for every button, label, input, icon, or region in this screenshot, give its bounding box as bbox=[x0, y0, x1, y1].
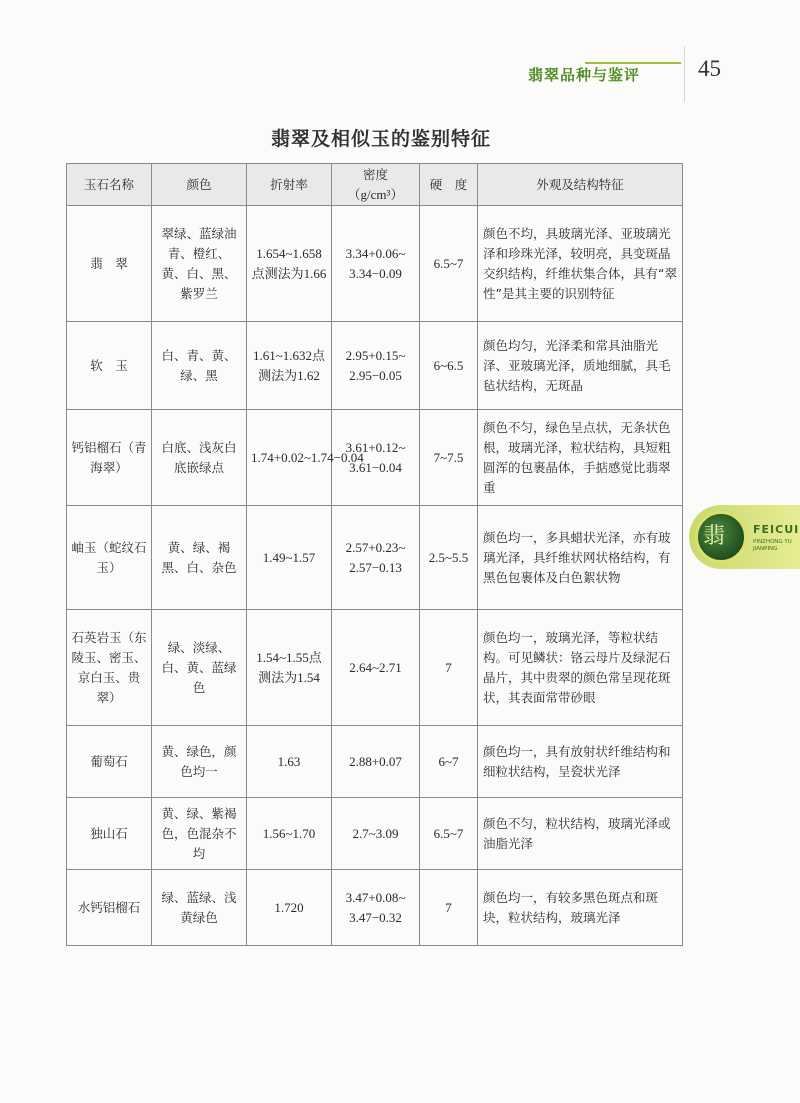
cell-hardness: 6.5~7 bbox=[420, 798, 478, 870]
cell-features: 颜色均一，有较多黑色斑点和斑块，粒状结构，玻璃光泽 bbox=[478, 870, 683, 946]
table-header-row bbox=[67, 164, 683, 206]
col-header-features: 外观及结构特征 bbox=[478, 164, 683, 206]
cell-color: 黄、绿色，颜色均一 bbox=[152, 726, 247, 798]
cell-hardness: 6.5~7 bbox=[420, 206, 478, 322]
density-line-2: 2.95−0.05 bbox=[349, 367, 402, 383]
cell-density bbox=[332, 610, 420, 726]
cell-density bbox=[332, 322, 420, 410]
cell-ri: 1.720 bbox=[247, 870, 332, 946]
density-line-1: 2.95+0.15~ bbox=[345, 347, 406, 363]
table-title: 翡翠及相似玉的鉴别特征 bbox=[270, 128, 491, 150]
cell-ri: 1.54~1.55点测法为1.54 bbox=[247, 610, 332, 726]
cell-features: 颜色不匀，绿色呈点状，无条状色根，玻璃光泽，粒状结构，具短粗圆浑的包裹晶体，手掂感觉比翡翠重 bbox=[478, 410, 683, 506]
page-number: 45 bbox=[698, 56, 721, 81]
col-header-ri: 折射率 bbox=[247, 164, 332, 206]
table-row bbox=[67, 410, 683, 506]
col-header-density-label: 密度 bbox=[362, 166, 388, 182]
header-divider bbox=[684, 46, 685, 102]
identification-table bbox=[66, 163, 683, 946]
density-line-1: 2.57+0.23~ bbox=[345, 539, 406, 555]
cell-name: 软 玉 bbox=[67, 322, 152, 410]
cell-color: 白底、浅灰白底嵌绿点 bbox=[152, 410, 247, 506]
cell-features: 颜色均一，具有放射状纤维结构和细粒状结构，呈瓷状光泽 bbox=[478, 726, 683, 798]
density-line-2: 3.47−0.32 bbox=[349, 909, 402, 925]
cell-ri: 1.63 bbox=[247, 726, 332, 798]
chapter-badge bbox=[689, 505, 800, 569]
cell-ri: 1.654~1.658点测法为1.66 bbox=[247, 206, 332, 322]
table-row bbox=[67, 798, 683, 870]
cell-color: 翠绿、蓝绿油青、橙红、黄、白、黑、紫罗兰 bbox=[152, 206, 247, 322]
badge-subtitle: PINZHONG YU JIANPING bbox=[753, 539, 792, 552]
cell-ri: 1.74+0.02~1.74−0.04 bbox=[247, 410, 332, 506]
cell-density bbox=[332, 206, 420, 322]
table-row bbox=[67, 506, 683, 610]
density-line-1: 2.7~3.09 bbox=[352, 825, 399, 841]
cell-name: 岫玉（蛇纹石玉） bbox=[67, 506, 152, 610]
cell-color: 绿、淡绿、白、黄、蓝绿色 bbox=[152, 610, 247, 726]
density-line-2: 3.34−0.09 bbox=[349, 265, 402, 281]
badge-char: 翡 bbox=[703, 524, 726, 549]
cell-features: 颜色均一，多具蜡状光泽，亦有玻璃光泽，具纤维状网状格结构，有黑色包裹体及白色絮状物 bbox=[478, 506, 683, 610]
table-row bbox=[67, 726, 683, 798]
table-row bbox=[67, 610, 683, 726]
density-line-1: 2.64~2.71 bbox=[349, 659, 402, 675]
cell-hardness: 7~7.5 bbox=[420, 410, 478, 506]
col-header-color: 颜色 bbox=[152, 164, 247, 206]
badge-title: FEICUI bbox=[753, 523, 800, 536]
density-line-1: 3.34+0.06~ bbox=[345, 245, 406, 261]
cell-hardness: 7 bbox=[420, 870, 478, 946]
density-line-2: 2.57−0.13 bbox=[349, 559, 402, 575]
cell-hardness: 7 bbox=[420, 610, 478, 726]
table-row bbox=[67, 870, 683, 946]
cell-hardness: 2.5~5.5 bbox=[420, 506, 478, 610]
cell-ri: 1.56~1.70 bbox=[247, 798, 332, 870]
cell-color: 绿、蓝绿、浅黄绿色 bbox=[152, 870, 247, 946]
cell-hardness: 6~7 bbox=[420, 726, 478, 798]
cell-name: 水钙铝榴石 bbox=[67, 870, 152, 946]
col-header-density-unit: （g/cm³） bbox=[347, 186, 404, 202]
table-row bbox=[67, 322, 683, 410]
table-row bbox=[67, 206, 683, 322]
cell-name: 钙铝榴石（青海翠） bbox=[67, 410, 152, 506]
cell-hardness: 6~6.5 bbox=[420, 322, 478, 410]
cell-features: 颜色不匀，粒状结构，玻璃光泽或油脂光泽 bbox=[478, 798, 683, 870]
section-title: 翡翠品种与鉴评 bbox=[528, 66, 641, 84]
cell-features: 颜色均匀，光泽柔和常具油脂光泽、亚玻璃光泽，质地细腻，具毛毡状结构，无斑晶 bbox=[478, 322, 683, 410]
cell-name: 石英岩玉（东陵玉、密玉、京白玉、贵翠） bbox=[67, 610, 152, 726]
cell-color: 白、青、黄、绿、黑 bbox=[152, 322, 247, 410]
cell-name: 翡 翠 bbox=[67, 206, 152, 322]
cell-density bbox=[332, 798, 420, 870]
cell-features: 颜色不均，具玻璃光泽、亚玻璃光泽和珍珠光泽，较明亮，具变斑晶交织结构，纤维状集合体，具有“翠性”是其主要的识别特征 bbox=[478, 206, 683, 322]
cell-density bbox=[332, 506, 420, 610]
density-line-1: 3.47+0.08~ bbox=[345, 889, 406, 905]
cell-color: 黄、绿、褐黑、白、杂色 bbox=[152, 506, 247, 610]
cell-color: 黄、绿、紫褐色，色混杂不均 bbox=[152, 798, 247, 870]
cell-features: 颜色均一，玻璃光泽，等粒状结构。可见鳞状：铬云母片及绿泥石晶片，其中贵翠的颜色常呈现花斑状，其表面常带砂眼 bbox=[478, 610, 683, 726]
cell-density bbox=[332, 870, 420, 946]
cell-density bbox=[332, 726, 420, 798]
col-header-hardness: 硬 度 bbox=[420, 164, 478, 206]
cell-name: 葡萄石 bbox=[67, 726, 152, 798]
col-header-density bbox=[332, 164, 420, 206]
col-header-name: 玉石名称 bbox=[67, 164, 152, 206]
cell-name: 独山石 bbox=[67, 798, 152, 870]
density-line-2: 3.61−0.04 bbox=[349, 459, 402, 475]
cell-ri: 1.49~1.57 bbox=[247, 506, 332, 610]
cell-ri: 1.61~1.632点测法为1.62 bbox=[247, 322, 332, 410]
density-line-1: 2.88+0.07 bbox=[349, 753, 402, 769]
density-line-1: 3.61+0.12~ bbox=[345, 439, 406, 455]
